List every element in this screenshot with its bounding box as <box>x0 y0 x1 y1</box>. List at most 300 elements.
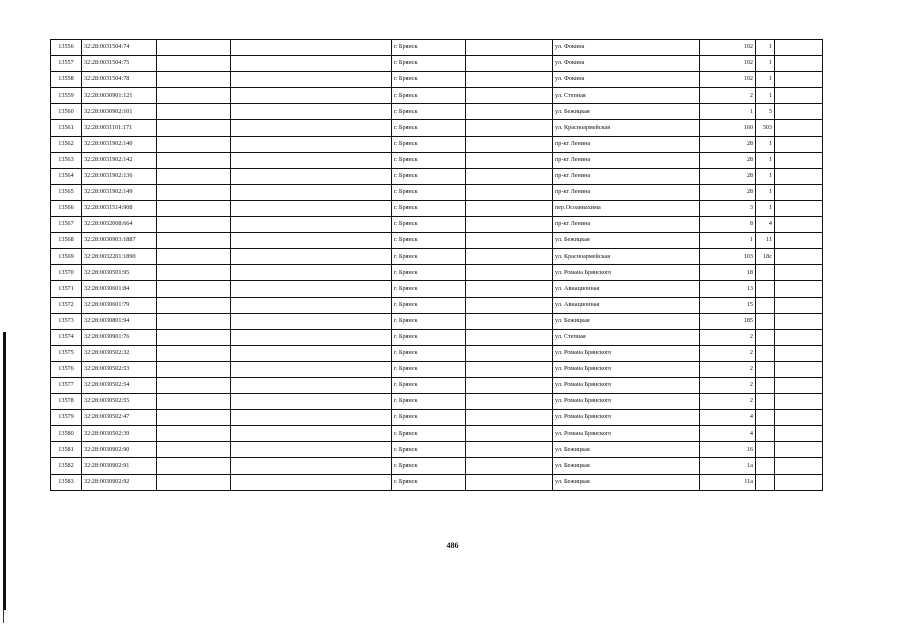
table-row <box>51 345 823 361</box>
cell-street: ул. Бежицкая <box>553 104 700 120</box>
cell-record-number: 13561 <box>51 120 82 136</box>
table-row <box>51 168 823 184</box>
cell-city: г. Брянск <box>392 152 466 168</box>
cell-empty <box>775 152 823 168</box>
cell-city: г. Брянск <box>392 426 466 442</box>
cell-cadastral-number: 32:28:0030901:121 <box>82 88 157 104</box>
cell-empty <box>157 88 231 104</box>
cell-unit-number: 1 <box>756 136 775 152</box>
cell-unit-number <box>756 329 775 345</box>
cell-empty <box>157 313 231 329</box>
cell-empty <box>157 345 231 361</box>
cell-unit-number: 1 <box>756 88 775 104</box>
table-row <box>51 56 823 72</box>
cell-empty <box>231 40 392 56</box>
table-row <box>51 217 823 233</box>
cell-empty <box>157 458 231 474</box>
cell-city: г. Брянск <box>392 168 466 184</box>
cell-cadastral-number: 32:28:0030902:90 <box>82 442 157 458</box>
cell-street: ул. Романа Брянского <box>553 410 700 426</box>
cell-city: г. Брянск <box>392 56 466 72</box>
cell-empty <box>466 442 553 458</box>
cell-empty <box>231 104 392 120</box>
cell-empty <box>157 265 231 281</box>
cell-house-number: 1 <box>700 104 756 120</box>
scan-edge-mark <box>3 332 6 610</box>
cell-city: г. Брянск <box>392 40 466 56</box>
cell-empty <box>775 200 823 216</box>
cell-record-number: 13581 <box>51 442 82 458</box>
cell-unit-number: 1 <box>756 200 775 216</box>
cell-house-number: 103 <box>700 249 756 265</box>
cell-empty <box>466 136 553 152</box>
cell-cadastral-number: 32:28:0031902:142 <box>82 152 157 168</box>
cell-record-number: 13567 <box>51 217 82 233</box>
cell-cadastral-number: 32:28:0031902:140 <box>82 136 157 152</box>
cell-cadastral-number: 32:28:0031504:74 <box>82 40 157 56</box>
cell-street: ул. Красноармейская <box>553 249 700 265</box>
cell-street: ул. Фокина <box>553 72 700 88</box>
cell-empty <box>775 265 823 281</box>
cell-street: пр-кт Ленина <box>553 184 700 200</box>
cell-street: ул. Фокина <box>553 56 700 72</box>
table-row <box>51 426 823 442</box>
cell-empty <box>466 104 553 120</box>
cell-city: г. Брянск <box>392 329 466 345</box>
cell-empty <box>466 345 553 361</box>
cell-empty <box>231 410 392 426</box>
cell-empty <box>775 56 823 72</box>
cell-street: ул. Романа Брянского <box>553 394 700 410</box>
cell-empty <box>466 458 553 474</box>
cell-empty <box>231 426 392 442</box>
cell-house-number: 2 <box>700 88 756 104</box>
cell-unit-number <box>756 442 775 458</box>
cell-house-number: 18 <box>700 265 756 281</box>
cell-cadastral-number: 32:28:0030502:47 <box>82 410 157 426</box>
cell-record-number: 13556 <box>51 40 82 56</box>
cell-record-number: 13573 <box>51 313 82 329</box>
cell-street: ул. Авиационная <box>553 281 700 297</box>
cell-street: пер.Осоавиахима <box>553 200 700 216</box>
cell-street: пр-кт Ленина <box>553 168 700 184</box>
cell-house-number: 4 <box>700 426 756 442</box>
cell-city: г. Брянск <box>392 458 466 474</box>
cell-cadastral-number: 32:28:0030902:91 <box>82 458 157 474</box>
cell-house-number: 15 <box>700 297 756 313</box>
cell-city: г. Брянск <box>392 184 466 200</box>
cell-empty <box>775 329 823 345</box>
cell-cadastral-number: 32:28:0030801:94 <box>82 313 157 329</box>
cell-empty <box>157 394 231 410</box>
cell-street: ул. Степная <box>553 88 700 104</box>
cell-cadastral-number: 32:28:0031504:75 <box>82 56 157 72</box>
cell-empty <box>466 249 553 265</box>
cell-record-number: 13576 <box>51 361 82 377</box>
cell-city: г. Брянск <box>392 377 466 393</box>
table-row <box>51 313 823 329</box>
cell-record-number: 13562 <box>51 136 82 152</box>
cell-empty <box>775 361 823 377</box>
cell-record-number: 13557 <box>51 56 82 72</box>
cell-empty <box>231 200 392 216</box>
cell-empty <box>775 442 823 458</box>
cell-house-number: 102 <box>700 40 756 56</box>
cell-empty <box>157 217 231 233</box>
cell-empty <box>231 184 392 200</box>
cell-empty <box>775 136 823 152</box>
cell-city: г. Брянск <box>392 88 466 104</box>
cell-house-number: 102 <box>700 72 756 88</box>
cell-empty <box>775 313 823 329</box>
table-row <box>51 377 823 393</box>
table-row <box>51 329 823 345</box>
cell-cadastral-number: 32:28:0030903:1887 <box>82 233 157 249</box>
cell-unit-number: 1 <box>756 40 775 56</box>
cell-street: ул. Романа Брянского <box>553 345 700 361</box>
cell-empty <box>157 474 231 490</box>
cell-house-number: 160 <box>700 120 756 136</box>
cell-house-number: 185 <box>700 313 756 329</box>
cell-empty <box>231 136 392 152</box>
cell-empty <box>231 474 392 490</box>
cell-street: пр-кт Ленина <box>553 217 700 233</box>
cell-empty <box>775 345 823 361</box>
cell-empty <box>466 184 553 200</box>
cell-house-number: 1а <box>700 458 756 474</box>
cell-empty <box>466 474 553 490</box>
table-row <box>51 120 823 136</box>
cell-cadastral-number: 32:28:0032008:664 <box>82 217 157 233</box>
cell-house-number: 11а <box>700 474 756 490</box>
table-row <box>51 40 823 56</box>
cell-city: г. Брянск <box>392 442 466 458</box>
cell-house-number: 2 <box>700 361 756 377</box>
cell-empty <box>775 104 823 120</box>
cell-empty <box>775 281 823 297</box>
cell-city: г. Брянск <box>392 233 466 249</box>
cell-empty <box>466 281 553 297</box>
cell-record-number: 13578 <box>51 394 82 410</box>
cell-empty <box>775 233 823 249</box>
cell-street: ул. Бежицкая <box>553 233 700 249</box>
cell-record-number: 13563 <box>51 152 82 168</box>
cell-empty <box>775 249 823 265</box>
cell-street: ул. Бежицкая <box>553 458 700 474</box>
cell-empty <box>231 329 392 345</box>
cell-empty <box>466 217 553 233</box>
cell-empty <box>466 56 553 72</box>
cell-city: г. Брянск <box>392 345 466 361</box>
cell-empty <box>466 265 553 281</box>
cell-empty <box>466 377 553 393</box>
cell-empty <box>466 200 553 216</box>
cell-unit-number: 5 <box>756 104 775 120</box>
cell-empty <box>231 345 392 361</box>
cell-empty <box>157 329 231 345</box>
cell-house-number: 28 <box>700 168 756 184</box>
cell-street: ул. Бежицкая <box>553 313 700 329</box>
cell-city: г. Брянск <box>392 72 466 88</box>
cell-unit-number <box>756 313 775 329</box>
cell-cadastral-number: 32:28:0030601:84 <box>82 281 157 297</box>
cell-street: ул. Бежицкая <box>553 474 700 490</box>
cell-empty <box>231 377 392 393</box>
cell-empty <box>157 72 231 88</box>
cell-unit-number <box>756 426 775 442</box>
cell-unit-number: 303 <box>756 120 775 136</box>
cell-empty <box>466 394 553 410</box>
cell-empty <box>466 152 553 168</box>
cell-empty <box>157 104 231 120</box>
table-row <box>51 265 823 281</box>
cell-empty <box>466 233 553 249</box>
cell-house-number: 1 <box>700 233 756 249</box>
cell-unit-number <box>756 410 775 426</box>
cell-house-number: 4 <box>700 410 756 426</box>
cell-empty <box>231 88 392 104</box>
cell-house-number: 102 <box>700 56 756 72</box>
cell-unit-number <box>756 474 775 490</box>
cell-record-number: 13568 <box>51 233 82 249</box>
cell-unit-number: 1 <box>756 152 775 168</box>
cell-record-number: 13580 <box>51 426 82 442</box>
cell-empty <box>466 361 553 377</box>
cell-city: г. Брянск <box>392 281 466 297</box>
cell-unit-number <box>756 265 775 281</box>
cell-house-number: 28 <box>700 136 756 152</box>
cell-empty <box>157 56 231 72</box>
cell-record-number: 13575 <box>51 345 82 361</box>
cell-house-number: 2 <box>700 329 756 345</box>
cell-house-number: 2 <box>700 377 756 393</box>
table-row <box>51 474 823 490</box>
cell-unit-number <box>756 361 775 377</box>
cell-record-number: 13570 <box>51 265 82 281</box>
cell-empty <box>231 233 392 249</box>
table-row <box>51 200 823 216</box>
cell-cadastral-number: 32:28:0030601:79 <box>82 297 157 313</box>
cell-city: г. Брянск <box>392 474 466 490</box>
cell-cadastral-number: 32:28:0030501:95 <box>82 265 157 281</box>
cell-record-number: 13574 <box>51 329 82 345</box>
cell-unit-number: 4 <box>756 217 775 233</box>
cell-house-number: 2 <box>700 394 756 410</box>
cell-unit-number: 1 <box>756 72 775 88</box>
cell-street: ул. Романа Брянского <box>553 265 700 281</box>
cell-unit-number <box>756 394 775 410</box>
table-row <box>51 410 823 426</box>
cell-city: г. Брянск <box>392 120 466 136</box>
cell-cadastral-number: 32:28:0030502:55 <box>82 394 157 410</box>
cell-empty <box>157 200 231 216</box>
cell-unit-number <box>756 297 775 313</box>
cell-cadastral-number: 32:28:0030901:76 <box>82 329 157 345</box>
cell-empty <box>157 442 231 458</box>
cell-empty <box>157 233 231 249</box>
page-number: 486 <box>446 541 459 550</box>
cell-empty <box>775 72 823 88</box>
table-row <box>51 136 823 152</box>
cell-empty <box>231 152 392 168</box>
cell-city: г. Брянск <box>392 394 466 410</box>
cell-cadastral-number: 32:28:0030502:54 <box>82 377 157 393</box>
cell-cadastral-number: 32:28:0030502:32 <box>82 345 157 361</box>
cell-unit-number: 18с <box>756 249 775 265</box>
cell-record-number: 13579 <box>51 410 82 426</box>
cell-empty <box>231 120 392 136</box>
cell-cadastral-number: 32:28:0030902:101 <box>82 104 157 120</box>
table-row <box>51 297 823 313</box>
cell-city: г. Брянск <box>392 410 466 426</box>
cell-city: г. Брянск <box>392 200 466 216</box>
table-row <box>51 394 823 410</box>
cell-record-number: 13577 <box>51 377 82 393</box>
cell-empty <box>157 281 231 297</box>
table-row <box>51 458 823 474</box>
cell-empty <box>775 474 823 490</box>
cell-empty <box>466 120 553 136</box>
cell-cadastral-number: 32:28:0031902:136 <box>82 168 157 184</box>
cell-empty <box>157 249 231 265</box>
cell-street: ул. Бежицкая <box>553 442 700 458</box>
cell-empty <box>231 265 392 281</box>
cell-cadastral-number: 32:28:0031902:149 <box>82 184 157 200</box>
cell-street: ул. Фокина <box>553 40 700 56</box>
cell-empty <box>231 281 392 297</box>
cell-street: ул. Авиационная <box>553 297 700 313</box>
cell-empty <box>775 168 823 184</box>
table-row <box>51 361 823 377</box>
cell-street: пр-кт Ленина <box>553 152 700 168</box>
cell-street: ул. Романа Брянского <box>553 361 700 377</box>
cell-empty <box>775 40 823 56</box>
cell-city: г. Брянск <box>392 265 466 281</box>
cell-empty <box>775 458 823 474</box>
cell-record-number: 13565 <box>51 184 82 200</box>
cell-empty <box>157 184 231 200</box>
cell-empty <box>157 120 231 136</box>
cell-street: пр-кт Ленина <box>553 136 700 152</box>
cell-empty <box>157 410 231 426</box>
cell-empty <box>231 297 392 313</box>
table-row <box>51 442 823 458</box>
table-row <box>51 184 823 200</box>
scan-edge-tick <box>3 610 4 623</box>
cell-cadastral-number: 32:28:0031514:908 <box>82 200 157 216</box>
cell-empty <box>466 40 553 56</box>
property-registry-table <box>50 39 823 491</box>
cell-empty <box>157 136 231 152</box>
cell-unit-number: 1 <box>756 184 775 200</box>
cell-street: ул. Красноармейская <box>553 120 700 136</box>
cell-empty <box>775 426 823 442</box>
cell-empty <box>231 217 392 233</box>
table-row <box>51 152 823 168</box>
registry-table-body <box>51 40 823 491</box>
cell-empty <box>466 72 553 88</box>
cell-empty <box>466 313 553 329</box>
cell-empty <box>157 152 231 168</box>
cell-cadastral-number: 32:28:0031504:78 <box>82 72 157 88</box>
cell-unit-number: 1 <box>756 56 775 72</box>
cell-empty <box>157 361 231 377</box>
cell-cadastral-number: 32:28:0032201:1890 <box>82 249 157 265</box>
cell-unit-number <box>756 281 775 297</box>
cell-empty <box>157 297 231 313</box>
table-row <box>51 72 823 88</box>
cell-cadastral-number: 32:28:0030902:92 <box>82 474 157 490</box>
cell-city: г. Брянск <box>392 361 466 377</box>
cell-house-number: 13 <box>700 281 756 297</box>
table-row <box>51 281 823 297</box>
cell-unit-number: 11 <box>756 233 775 249</box>
cell-empty <box>231 56 392 72</box>
cell-empty <box>775 410 823 426</box>
cell-empty <box>775 184 823 200</box>
cell-record-number: 13564 <box>51 168 82 184</box>
cell-house-number: 8 <box>700 217 756 233</box>
cell-empty <box>231 361 392 377</box>
cell-record-number: 13558 <box>51 72 82 88</box>
cell-empty <box>775 120 823 136</box>
cell-house-number: 3 <box>700 200 756 216</box>
cell-empty <box>231 442 392 458</box>
table-row <box>51 233 823 249</box>
cell-record-number: 13572 <box>51 297 82 313</box>
cell-unit-number <box>756 377 775 393</box>
cell-record-number: 13560 <box>51 104 82 120</box>
cell-empty <box>231 394 392 410</box>
cell-street: ул. Степная <box>553 329 700 345</box>
cell-unit-number: 1 <box>756 168 775 184</box>
cell-empty <box>775 377 823 393</box>
cell-record-number: 13582 <box>51 458 82 474</box>
cell-empty <box>466 426 553 442</box>
cell-empty <box>466 168 553 184</box>
cell-empty <box>466 297 553 313</box>
cell-house-number: 28 <box>700 152 756 168</box>
cell-house-number: 28 <box>700 184 756 200</box>
cell-empty <box>231 72 392 88</box>
cell-empty <box>466 410 553 426</box>
cell-record-number: 13583 <box>51 474 82 490</box>
cell-city: г. Брянск <box>392 249 466 265</box>
cell-city: г. Брянск <box>392 313 466 329</box>
cell-city: г. Брянск <box>392 297 466 313</box>
cell-record-number: 13559 <box>51 88 82 104</box>
cell-empty <box>231 249 392 265</box>
table-row <box>51 249 823 265</box>
cell-cadastral-number: 32:28:0030502:39 <box>82 426 157 442</box>
cell-record-number: 13569 <box>51 249 82 265</box>
cell-empty <box>775 297 823 313</box>
cell-empty <box>157 377 231 393</box>
cell-unit-number <box>756 458 775 474</box>
cell-empty <box>775 394 823 410</box>
cell-empty <box>466 88 553 104</box>
cell-empty <box>231 313 392 329</box>
cell-empty <box>157 40 231 56</box>
cell-empty <box>157 168 231 184</box>
cell-empty <box>157 426 231 442</box>
cell-empty <box>231 458 392 474</box>
cell-street: ул. Романа Брянского <box>553 377 700 393</box>
cell-empty <box>231 168 392 184</box>
cell-record-number: 13571 <box>51 281 82 297</box>
cell-city: г. Брянск <box>392 136 466 152</box>
cell-empty <box>775 88 823 104</box>
